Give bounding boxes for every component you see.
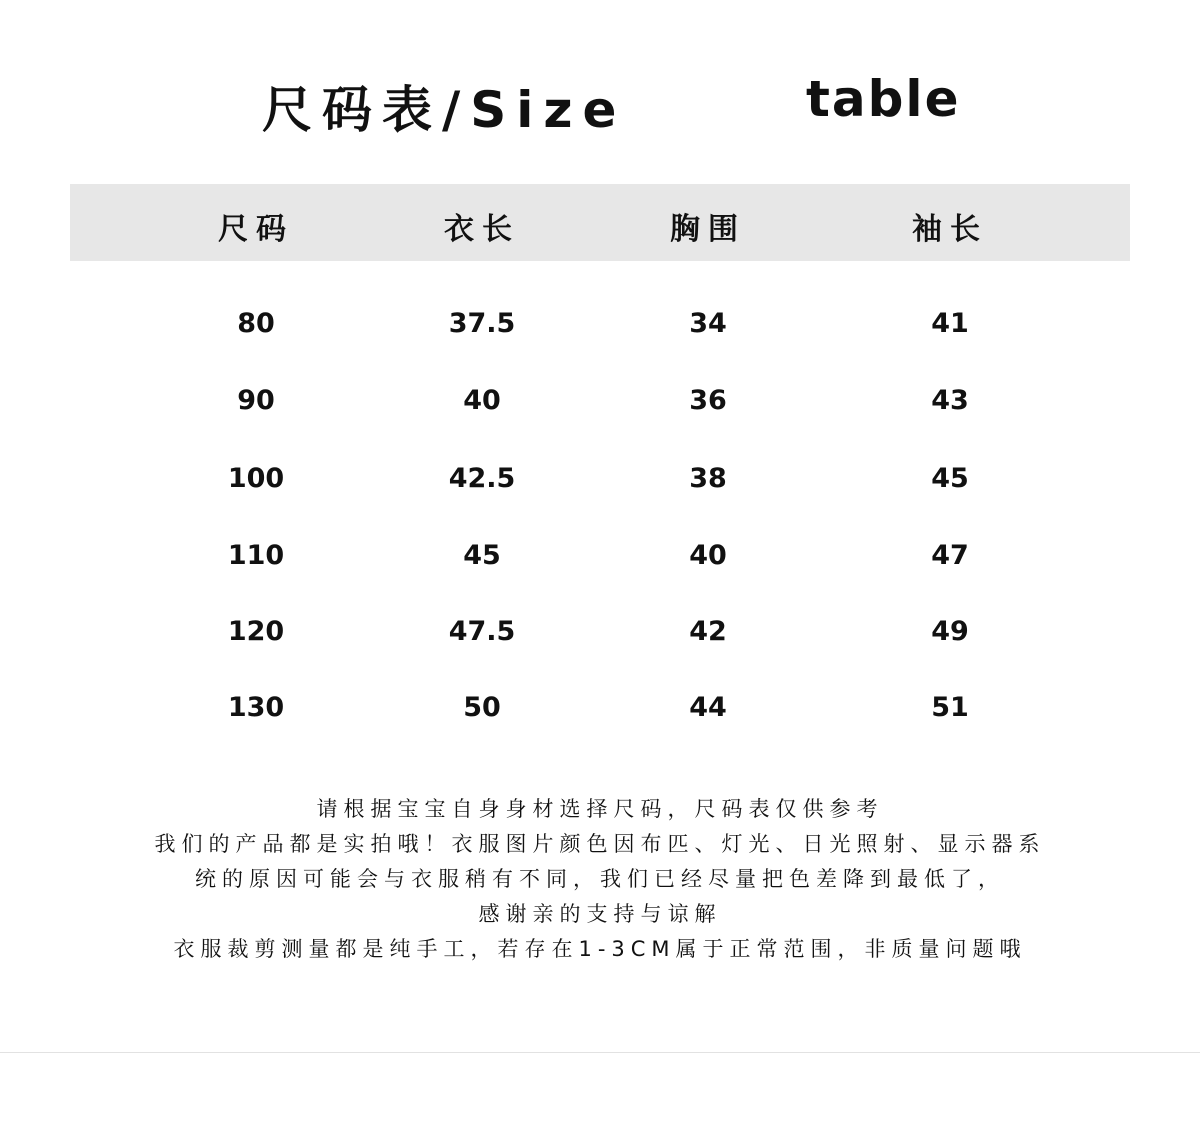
header-chest: 胸围: [670, 212, 746, 247]
cell-sleeve: 47: [931, 540, 969, 571]
header-sleeve: 袖长: [912, 212, 988, 247]
cell-size: 90: [237, 385, 275, 416]
header-length: 衣长: [444, 212, 520, 247]
cell-sleeve: 51: [931, 692, 969, 723]
note-line: 统的原因可能会与衣服稍有不同，我们已经尽量把色差降到最低了，: [195, 867, 1005, 891]
title-chinese: 尺码表/Size: [262, 81, 627, 139]
cell-chest: 40: [689, 540, 727, 571]
cell-size: 130: [227, 692, 285, 723]
cell-sleeve: 41: [931, 308, 969, 339]
cell-length: 42.5: [448, 463, 516, 494]
cell-chest: 38: [689, 463, 727, 494]
note-line: 衣服裁剪测量都是纯手工，若存在1-3CM属于正常范围，非质量问题哦: [173, 937, 1027, 961]
cell-chest: 42: [689, 616, 727, 647]
table-row: [0, 692, 1200, 732]
table-row: [0, 616, 1200, 656]
size-notes: [60, 792, 1140, 967]
table-row: [0, 463, 1200, 503]
table-row: [0, 540, 1200, 580]
cell-sleeve: 45: [931, 463, 969, 494]
cell-chest: 36: [689, 385, 727, 416]
cell-chest: 34: [689, 308, 727, 339]
cell-sleeve: 43: [931, 385, 969, 416]
title-english: table: [806, 70, 961, 128]
bottom-divider: [0, 1052, 1200, 1053]
cell-length: 40: [463, 385, 501, 416]
cell-length: 50: [463, 692, 501, 723]
cell-sleeve: 49: [931, 616, 969, 647]
cell-size: 120: [227, 616, 285, 647]
table-row: [0, 308, 1200, 348]
note-line: 请根据宝宝自身身材选择尺码，尺码表仅供参考: [316, 797, 884, 821]
cell-length: 45: [463, 540, 501, 571]
page-title: [0, 62, 1200, 142]
cell-size: 110: [227, 540, 285, 571]
cell-chest: 44: [689, 692, 727, 723]
note-line: 我们的产品都是实拍哦！衣服图片颜色因布匹、灯光、日光照射、显示器系: [154, 832, 1046, 856]
cell-length: 37.5: [448, 308, 516, 339]
note-line: 感谢亲的支持与谅解: [478, 902, 722, 926]
header-size: 尺码: [218, 212, 294, 247]
cell-size: 80: [237, 308, 275, 339]
table-row: [0, 385, 1200, 425]
cell-length: 47.5: [448, 616, 516, 647]
table-header: [70, 184, 1130, 261]
cell-size: 100: [227, 463, 285, 494]
